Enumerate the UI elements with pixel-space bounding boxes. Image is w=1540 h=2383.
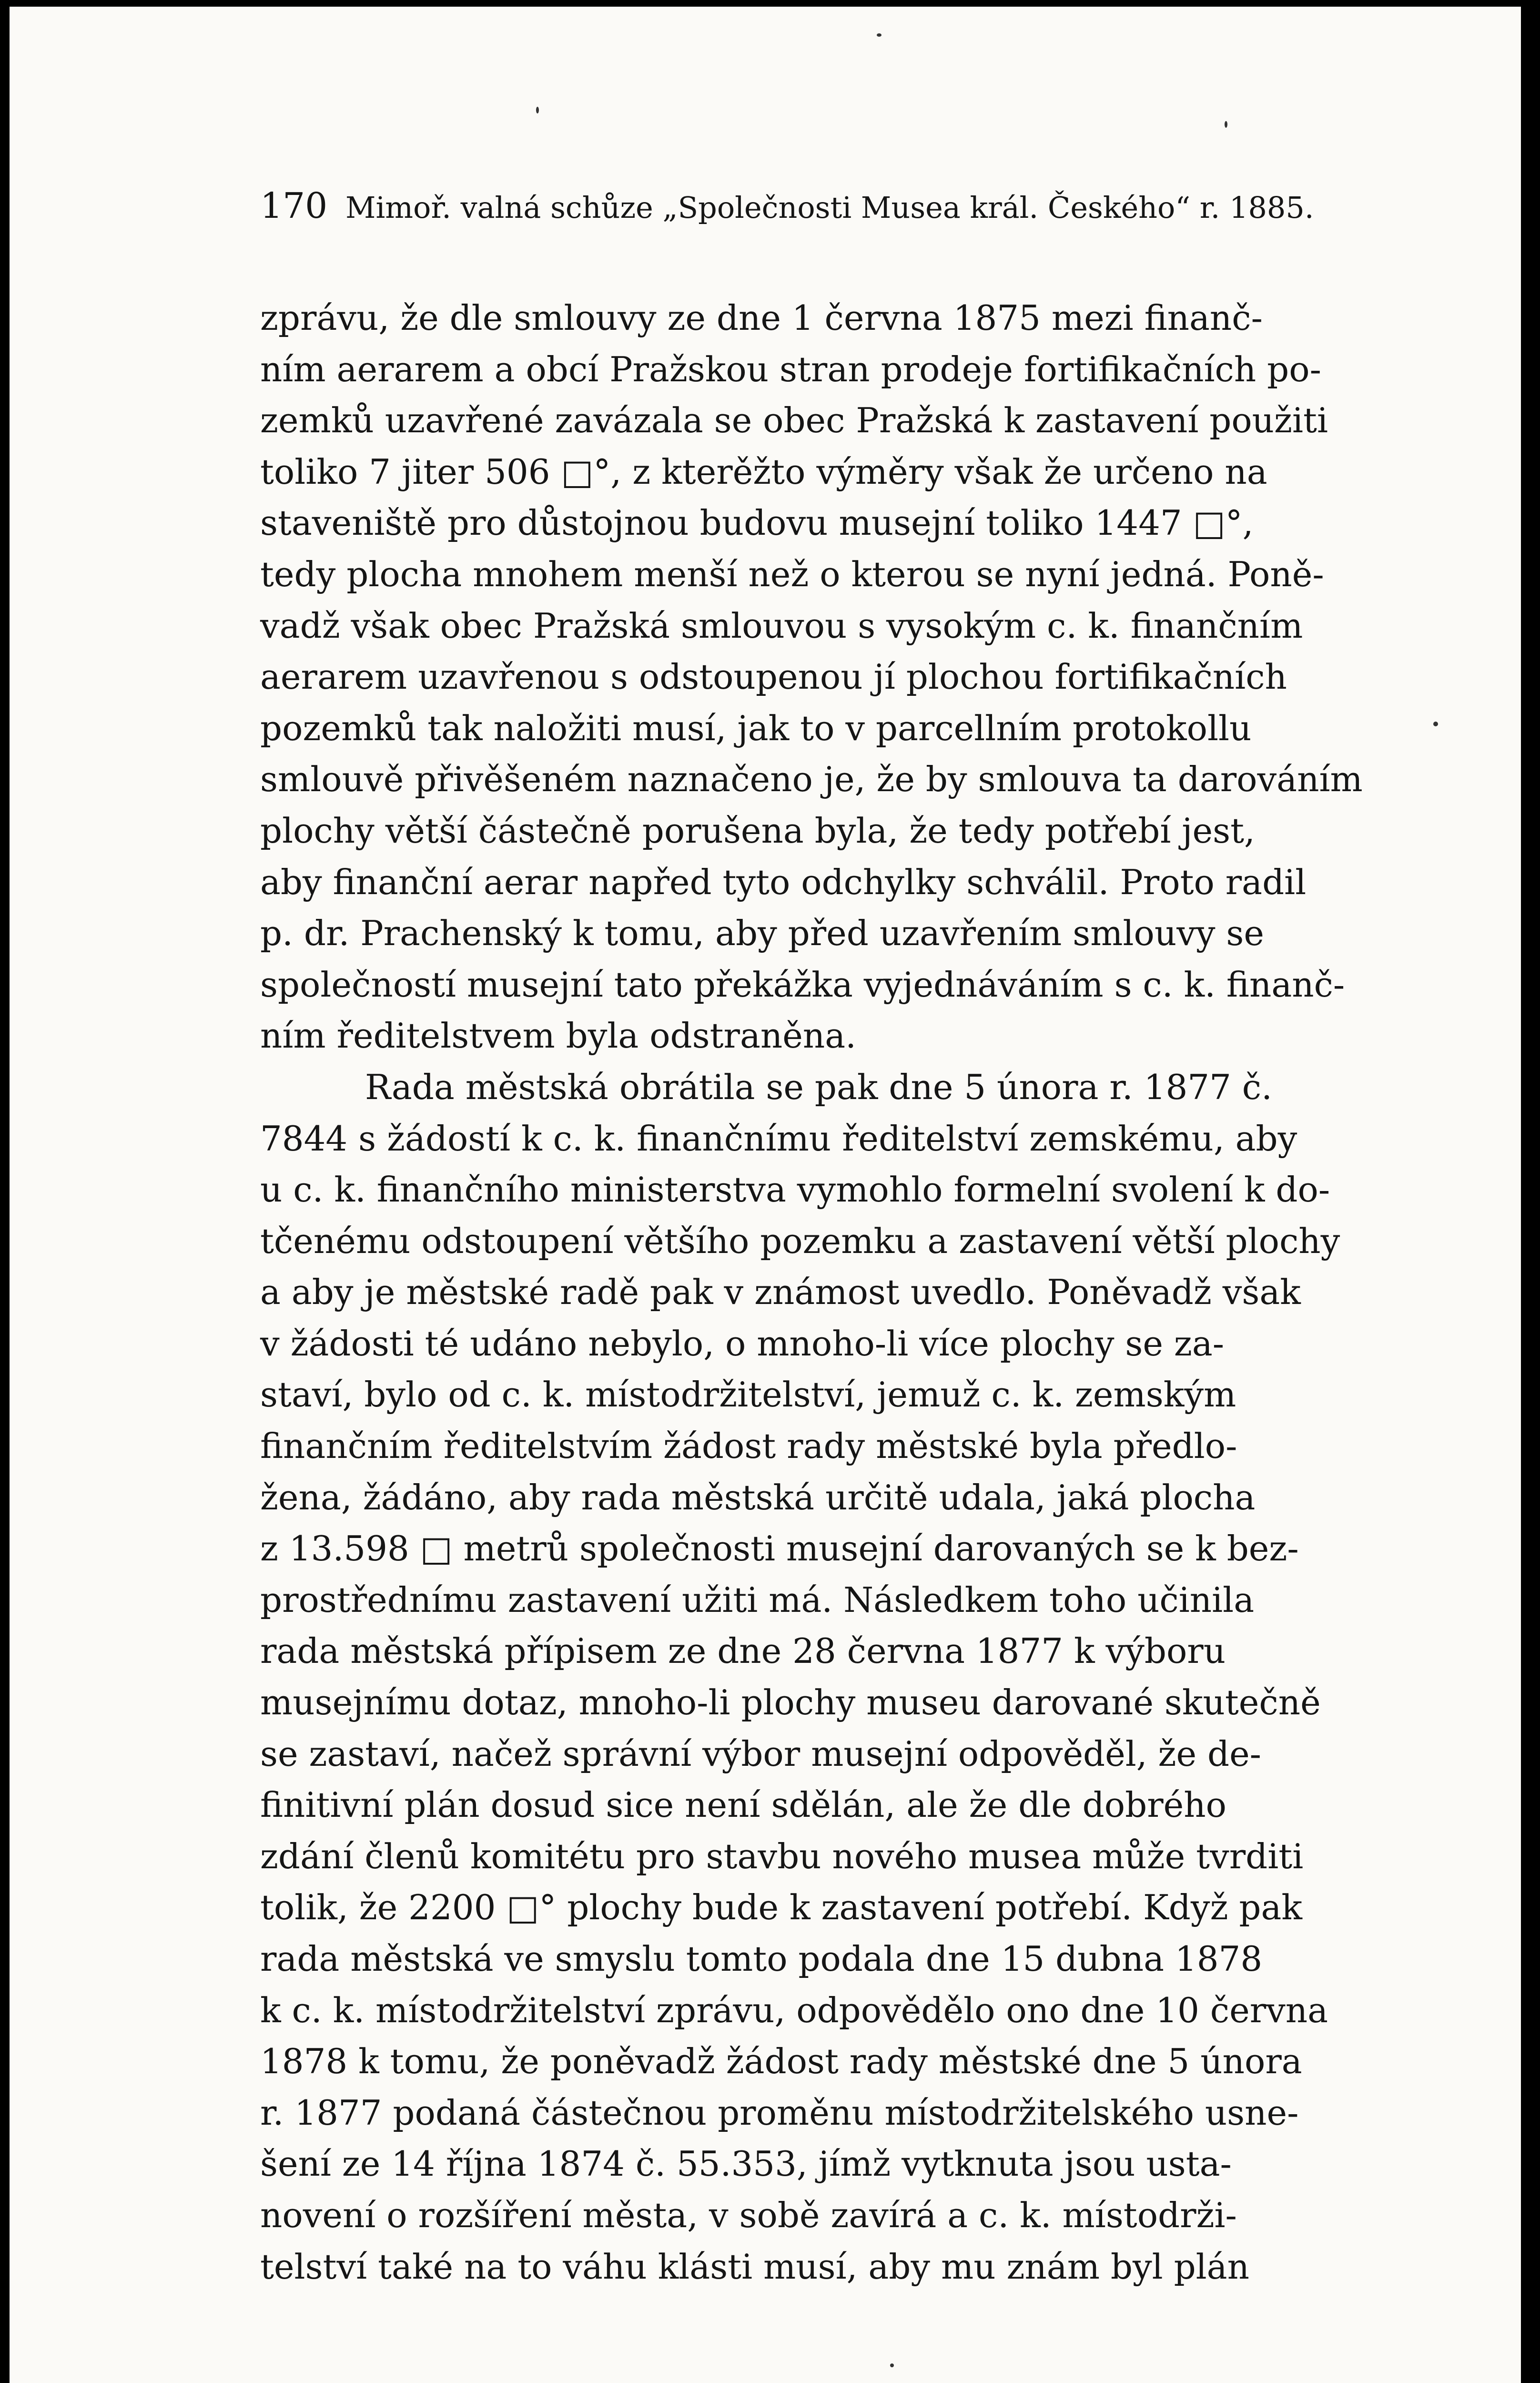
- text-line: rada městská ve smyslu tomto podala dne 15 dubna 1878: [260, 1939, 1263, 1979]
- text-line: plochy větší částečně porušena byla, že tedy potřebí jest,: [260, 810, 1255, 851]
- text-line: staví, bylo od c. k. místodržitelství, jemuž c. k. zemským: [260, 1375, 1236, 1415]
- text-line: se zastaví, načež správní výbor musejní odpověděl, že de-: [260, 1733, 1262, 1774]
- text-line: společností musejní tato překážka vyjednáváním s c. k. finanč-: [260, 964, 1345, 1005]
- text-line: aby finanční aerar napřed tyto odchylky schválil. Proto radil: [260, 862, 1307, 902]
- text-line: finančním ředitelstvím žádost rady městské byla předlo-: [260, 1426, 1237, 1466]
- scan-speck: [877, 33, 881, 37]
- page-number: 170: [260, 185, 328, 226]
- scan-speck: [890, 2363, 894, 2367]
- text-line: a aby je městské radě pak v známost uvedlo. Poněvadž však: [260, 1272, 1301, 1313]
- text-line: 1878 k tomu, že poněvadž žádost rady městské dne 5 února: [260, 2041, 1302, 2082]
- scan-speck: [1225, 121, 1227, 128]
- scan-speck: [1433, 722, 1438, 726]
- text-line: tedy plocha mnohem menší než o kterou se nyní jedná. Poně-: [260, 554, 1324, 594]
- text-line: v žádosti té udáno nebylo, o mnoho-li více plochy se za-: [260, 1323, 1225, 1364]
- text-line: ním ředitelstvem byla odstraněna.: [260, 1016, 857, 1056]
- text-line: šení ze 14 října 1874 č. 55.353, jímž vytknuta jsou usta-: [260, 2144, 1232, 2184]
- text-line: musejnímu dotaz, mnoho-li plochy museu darované skutečně: [260, 1682, 1321, 1723]
- text-line: tčenému odstoupení většího pozemku a zastavení větší plochy: [260, 1221, 1340, 1261]
- text-line: smlouvě přivěšeném naznačeno je, že by smlouva ta darováním: [260, 759, 1363, 800]
- text-line: staveniště pro důstojnou budovu musejní toliko 1447 □°,: [260, 503, 1254, 543]
- text-line: finitivní plán dosud sice není sdělán, ale že dle dobrého: [260, 1785, 1226, 1825]
- paragraph-start-line: Rada městská obrátila se pak dne 5 února r. 1877 č.: [365, 1067, 1272, 1107]
- text-line: novení o rozšíření města, v sobě zavírá a c. k. místodrži-: [260, 2195, 1237, 2235]
- running-title: Mimoř. valná schůze „Společnosti Musea král. Českého“ r. 1885.: [345, 190, 1314, 225]
- text-line: zprávu, že dle smlouvy ze dne 1 června 1875 mezi finanč-: [260, 298, 1263, 338]
- text-line: k c. k. místodržitelství zprávu, odpovědělo ono dne 10 června: [260, 1990, 1328, 2030]
- text-line: zemků uzavřené zavázala se obec Pražská k zastavení použiti: [260, 400, 1328, 441]
- text-line: z 13.598 □ metrů společnosti musejní darovaných se k bez-: [260, 1528, 1299, 1569]
- text-line: telství také na to váhu klásti musí, aby mu znám byl plán: [260, 2246, 1249, 2287]
- text-line: žena, žádáno, aby rada městská určitě udala, jaká plocha: [260, 1477, 1256, 1517]
- text-line: rada městská přípisem ze dne 28 června 1877 k výboru: [260, 1631, 1226, 1671]
- text-line: prostřednímu zastavení užiti má. Následkem toho učinila: [260, 1579, 1255, 1620]
- scan-speck: [536, 107, 539, 113]
- body-text: [260, 293, 1413, 2292]
- text-line: 7844 s žádostí k c. k. finančnímu ředitelství zemskému, aby: [260, 1118, 1297, 1159]
- text-line: r. 1877 podaná částečnou proměnu místodržitelského usne-: [260, 2092, 1299, 2133]
- text-line: toliko 7 jiter 506 □°, z kterěžto výměry však že určeno na: [260, 451, 1267, 492]
- text-line: p. dr. Prachenský k tomu, aby před uzavřením smlouvy se: [260, 913, 1264, 954]
- scanned-page: [10, 7, 1521, 2383]
- text-line: aerarem uzavřenou s odstoupenou jí plochou fortifikačních: [260, 657, 1287, 697]
- text-line: tolik, že 2200 □° plochy bude k zastavení potřebí. Když pak: [260, 1887, 1303, 1928]
- text-line: vadž však obec Pražská smlouvou s vysokým c. k. finančním: [260, 605, 1303, 646]
- text-line: u c. k. finančního ministerstva vymohlo formelní svolení k do-: [260, 1170, 1330, 1210]
- text-line: ním aerarem a obcí Pražskou stran prodeje fortifikačních po-: [260, 349, 1321, 389]
- running-header: [260, 187, 1385, 227]
- text-line: zdání členů komitétu pro stavbu nového musea může tvrditi: [260, 1836, 1304, 1876]
- text-line: pozemků tak naložiti musí, jak to v parcellním protokollu: [260, 708, 1252, 748]
